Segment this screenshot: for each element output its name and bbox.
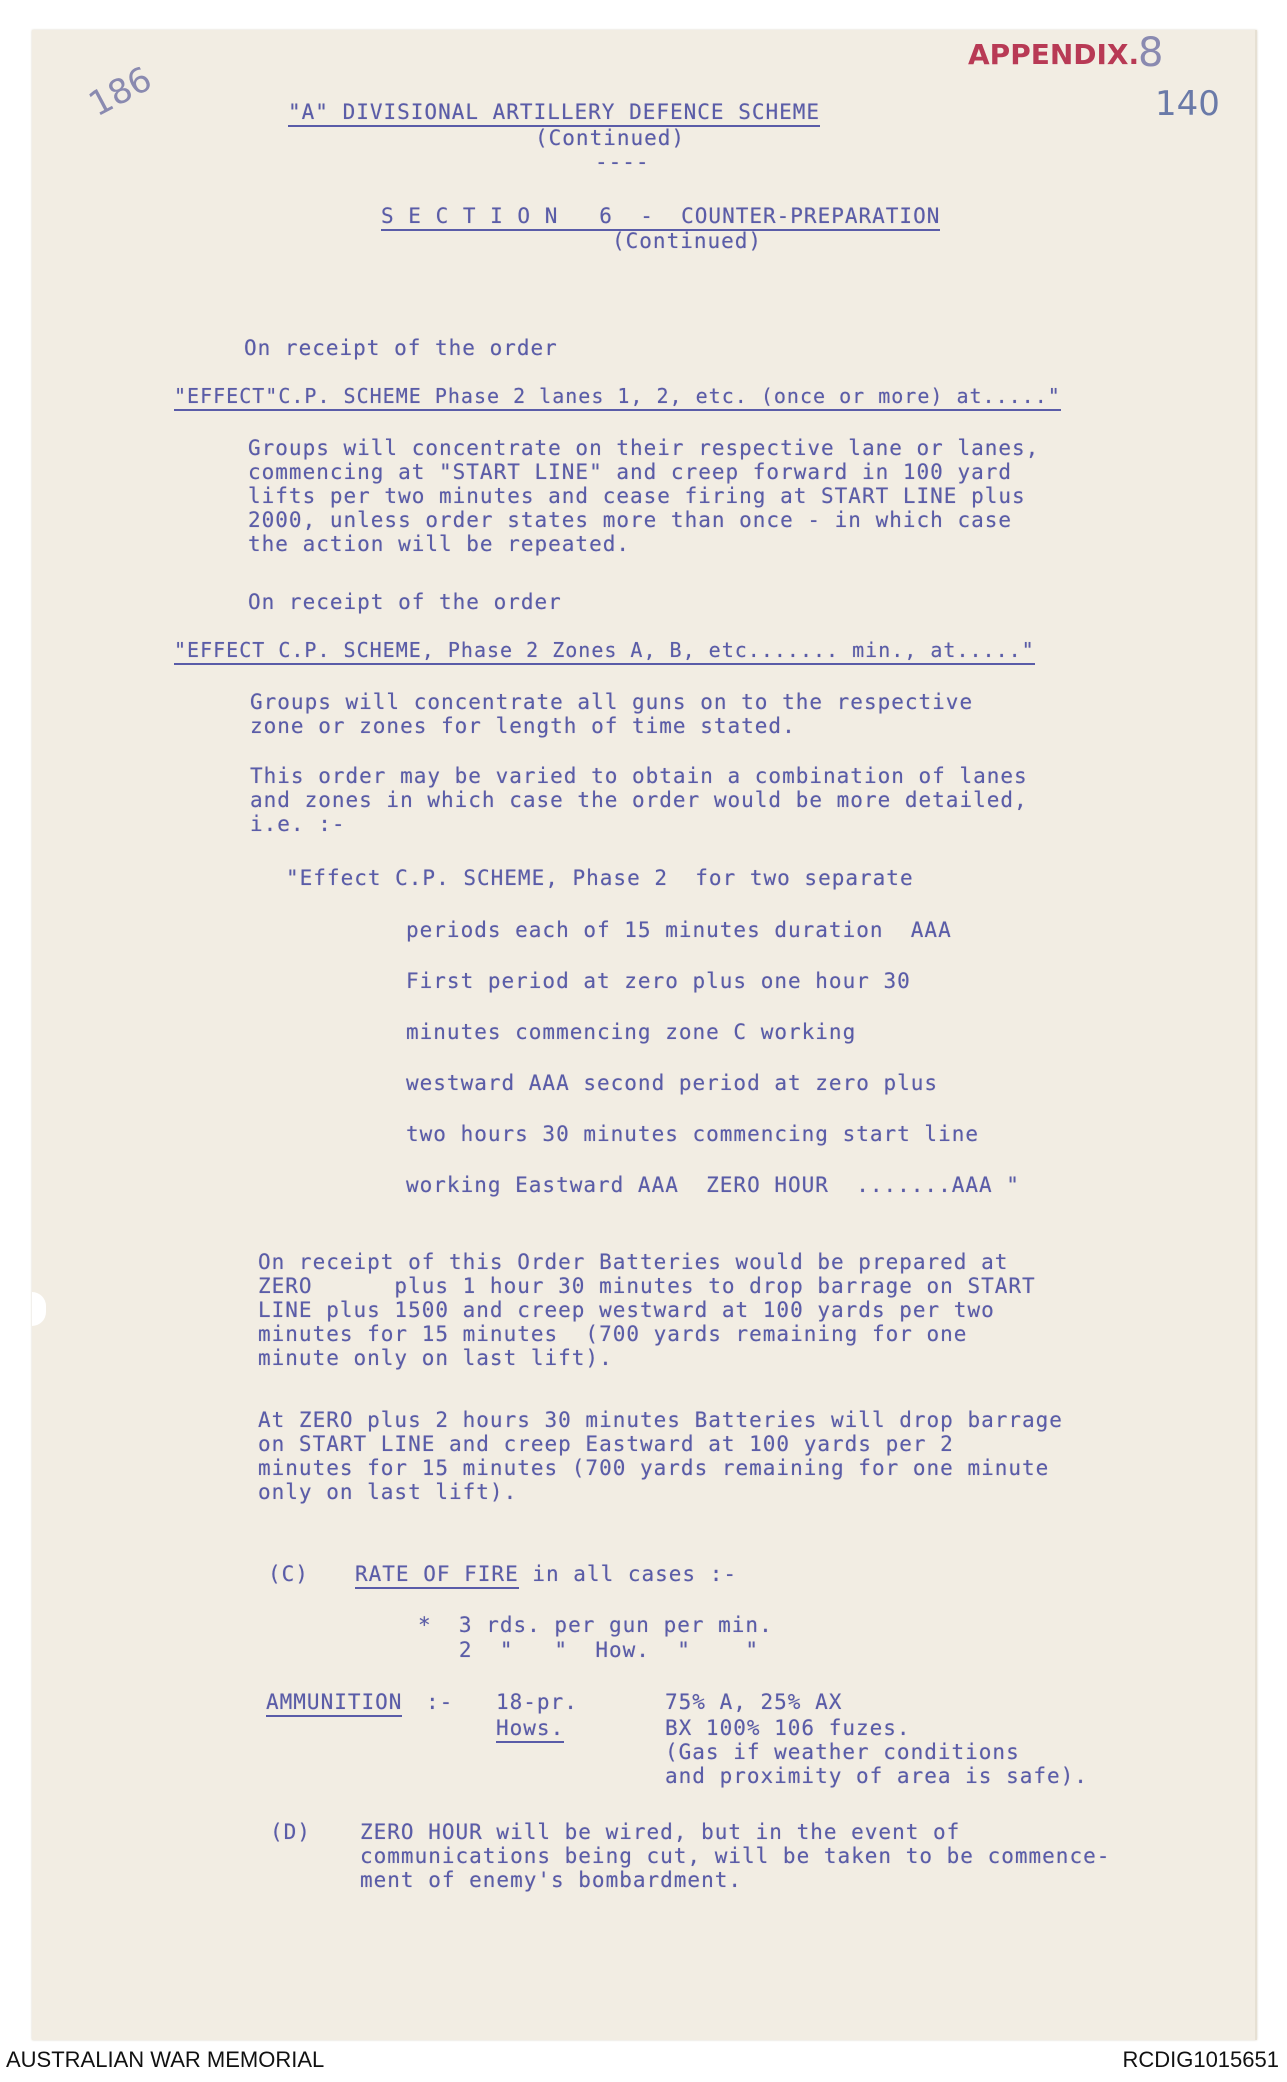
rate-line-guns: * 3 rds. per gun per min. [418, 1613, 773, 1637]
footer-institution: AUSTRALIAN WAR MEMORIAL [6, 2047, 325, 2072]
order-effect-zones: "EFFECT C.P. SCHEME, Phase 2 Zones A, B, etc....... min., at....." [174, 638, 1035, 662]
paragraph-lanes: Groups will concentrate on their respective lane or lanes, commencing at "START LINE" and creep forward in 100 yard lifts per two minutes and cease firing at START LINE plus 2000, unless order states more than once - in which case the action will be repeated. [248, 436, 1040, 556]
paragraph-receipt-2: On receipt of the order [248, 590, 562, 614]
quoted-order-line-6: two hours 30 minutes commencing start line [406, 1122, 980, 1146]
paragraph-batteries-westward: On receipt of this Order Batteries would be prepared at ZERO plus 1 hour 30 minutes to drop barrage on START LINE plus 1500 and creep westward at 100 yards per two minutes for 15 minutes (700 yards remaining for one minute only on last lift). [258, 1250, 1036, 1370]
section-continued: (Continued) [612, 229, 763, 253]
title-divider: ---- [595, 150, 650, 174]
quoted-order-line-2: periods each of 15 minutes duration AAA [406, 918, 952, 942]
quoted-order-line-7: working Eastward AAA ZERO HOUR .......AAA " [406, 1173, 1020, 1197]
paragraph-zones: Groups will concentrate all guns on to the respective zone or zones for length of time stated. [250, 690, 974, 738]
page-title: "A" DIVISIONAL ARTILLERY DEFENCE SCHEME [288, 100, 820, 124]
paragraph-batteries-eastward: At ZERO plus 2 hours 30 minutes Batteries will drop barrage on START LINE and creep Eastward at 100 yards per 2 minutes for 15 minutes (700 yards remaining for one minute only on last lift). [258, 1408, 1063, 1504]
pencil-note: 8 [1138, 30, 1164, 76]
rate-line-hows: 2 " " How. " " [418, 1638, 760, 1662]
quoted-order-line-1: "Effect C.P. SCHEME, Phase 2 for two separate [286, 866, 914, 890]
item-d-label: (D) [270, 1820, 311, 1844]
ammunition-18pr-detail: 75% A, 25% AX [665, 1690, 843, 1714]
ammunition-18pr-label: 18-pr. [496, 1690, 578, 1714]
quoted-order-line-5: westward AAA second period at zero plus [406, 1071, 939, 1095]
ammunition-label: AMMUNITION [266, 1690, 402, 1714]
rate-of-fire-heading: RATE OF FIRE in all cases :- [355, 1562, 737, 1586]
ammunition-hows-detail: BX 100% 106 fuzes. (Gas if weather conditions and proximity of area is safe). [665, 1716, 1088, 1788]
zero-hour-paragraph: ZERO HOUR will be wired, but in the event of communications being cut, will be taken to be commence- ment of enemy's bombardment. [360, 1820, 1111, 1892]
section-heading: S E C T I O N 6 - COUNTER-PREPARATION [381, 204, 940, 228]
quoted-order-line-3: First period at zero plus one hour 30 [406, 969, 911, 993]
ammunition-hows-label: Hows. [496, 1716, 564, 1740]
folio-number-left: 186 [82, 59, 159, 125]
folio-number-right: 140 [1155, 84, 1220, 124]
appendix-stamp: APPENDIX. [968, 38, 1140, 71]
item-c-label: (C) [268, 1562, 309, 1586]
title-continued: (Continued) [535, 126, 686, 150]
quoted-order-line-4: minutes commencing zone C working [406, 1020, 857, 1044]
paragraph-combination: This order may be varied to obtain a combination of lanes and zones in which case the order would be more detailed, i.e. :- [250, 764, 1028, 836]
punch-hole [32, 1292, 46, 1326]
footer-record-id: RCDIG1015651 [1122, 2047, 1279, 2072]
order-effect-lanes: "EFFECT"C.P. SCHEME Phase 2 lanes 1, 2, etc. (once or more) at....." [174, 384, 1061, 408]
paragraph-receipt-1: On receipt of the order [244, 336, 558, 360]
ammunition-separator: :- [426, 1690, 454, 1714]
